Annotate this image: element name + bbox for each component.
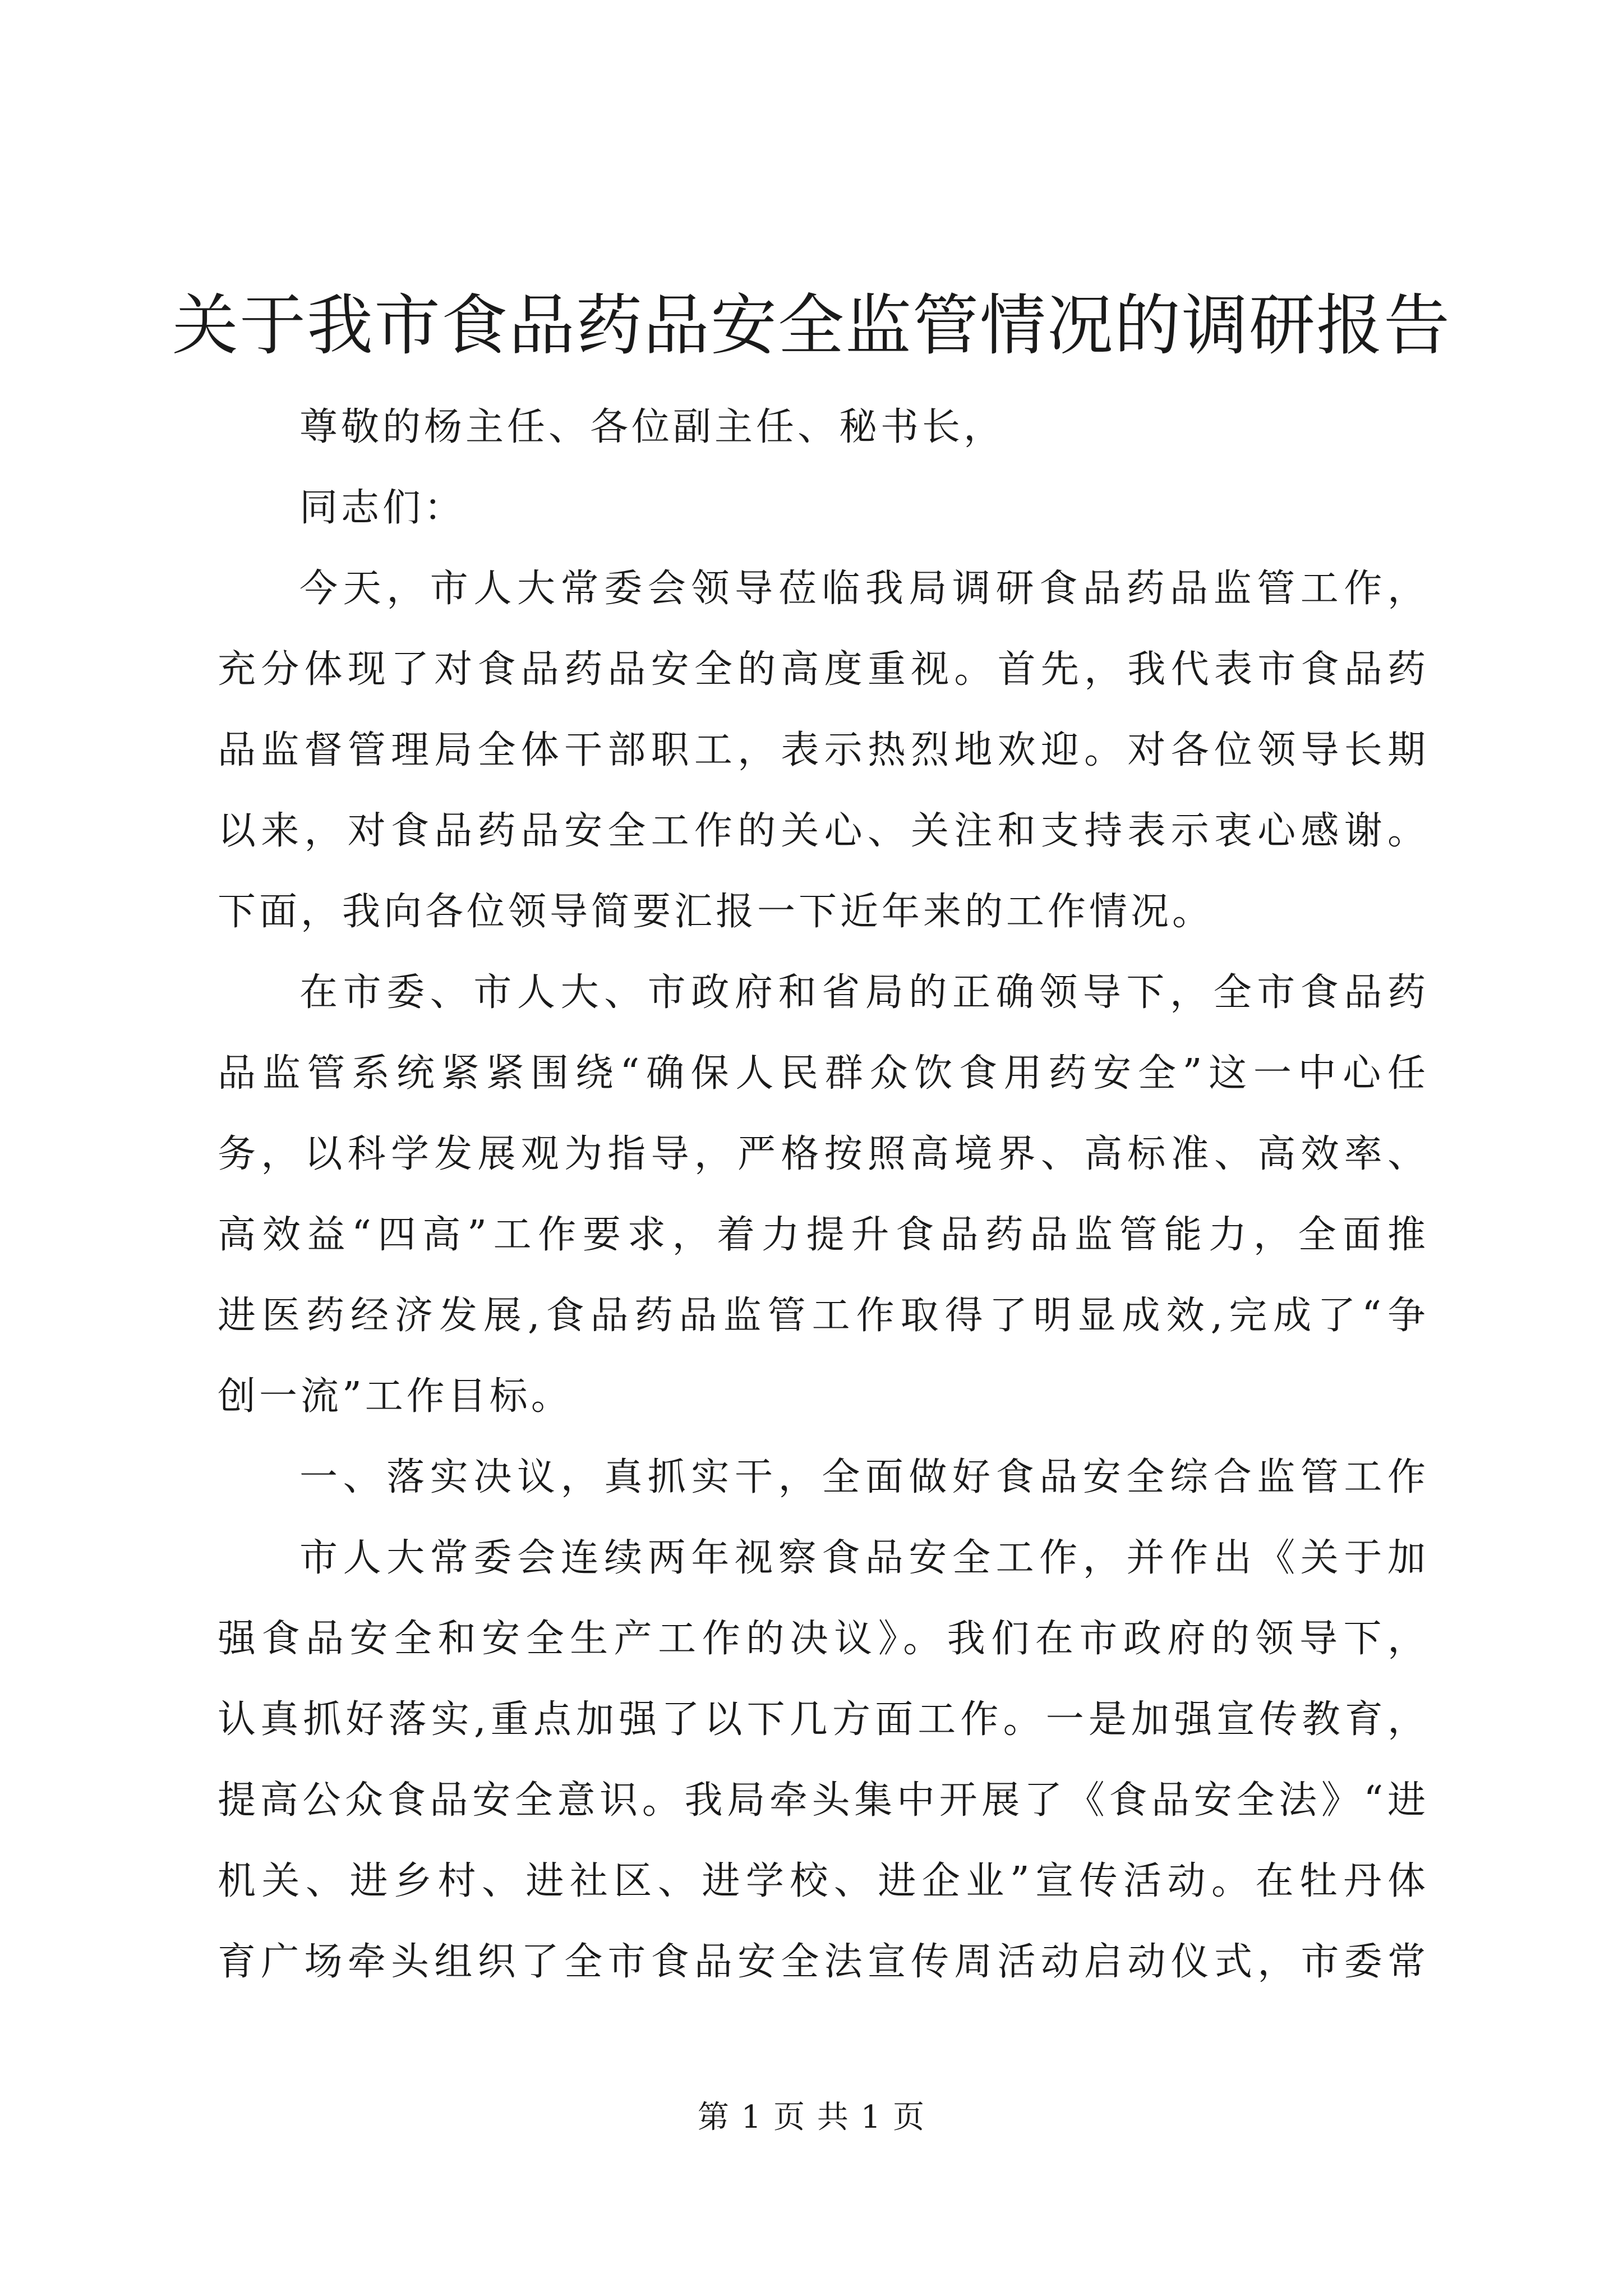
body-line: 高效益“四高”工作要求，着力提升食品药品监管能力，全面推 (218, 1213, 1429, 1257)
body-line: 品监督管理局全体干部职工，表示热烈地欢迎。对各位领导长期 (218, 728, 1429, 772)
page-footer: 第 1 页 共 1 页 (697, 2099, 926, 2136)
body-line: 今天，市人大常委会领导莅临我局调研食品药品监管工作， (299, 567, 1429, 611)
body-line: 务，以科学发展观为指导，严格按照高境界、高标准、高效率、 (218, 1132, 1429, 1176)
document-title: 关于我市食品药品安全监管情况的调研报告 (172, 287, 1451, 364)
body-line: 同志们： (299, 486, 466, 530)
body-line: 尊敬的杨主任、各位副主任、秘书长， (299, 405, 1006, 449)
document-body (218, 387, 1429, 2003)
body-line: 以来，对食品药品安全工作的关心、关注和支持表示衷心感谢。 (218, 809, 1429, 853)
body-line: 认真抓好落实,重点加强了以下几方面工作。一是加强宣传教育， (218, 1697, 1429, 1742)
body-line: 机关、进乡村、进社区、进学校、进企业”宣传活动。在牡丹体 (218, 1859, 1429, 1903)
body-line: 品监管系统紧紧围绕“确保人民群众饮食用药安全”这一中心任 (218, 1051, 1429, 1096)
body-line: 市人大常委会连续两年视察食品安全工作，并作出《关于加 (299, 1536, 1429, 1580)
body-line: 下面，我向各位领导简要汇报一下近年来的工作情况。 (218, 890, 1214, 934)
body-line: 强食品安全和安全生产工作的决议》。我们在市政府的领导下， (218, 1617, 1429, 1661)
body-line: 一、落实决议，真抓实干，全面做好食品安全综合监管工作 (299, 1455, 1429, 1499)
body-line: 充分体现了对食品药品安全的高度重视。首先，我代表市食品药 (218, 647, 1429, 692)
body-line: 创一流”工作目标。 (218, 1374, 573, 1419)
body-line: 进医药经济发展,食品药品监管工作取得了明显成效,完成了“争 (218, 1294, 1429, 1338)
body-line: 提高公众食品安全意识。我局牵头集中开展了《食品安全法》“进 (218, 1778, 1429, 1823)
body-line: 在市委、市人大、市政府和省局的正确领导下，全市食品药 (299, 970, 1429, 1015)
body-line: 育广场牵头组织了全市食品安全法宣传周活动启动仪式，市委常 (218, 1940, 1429, 1984)
